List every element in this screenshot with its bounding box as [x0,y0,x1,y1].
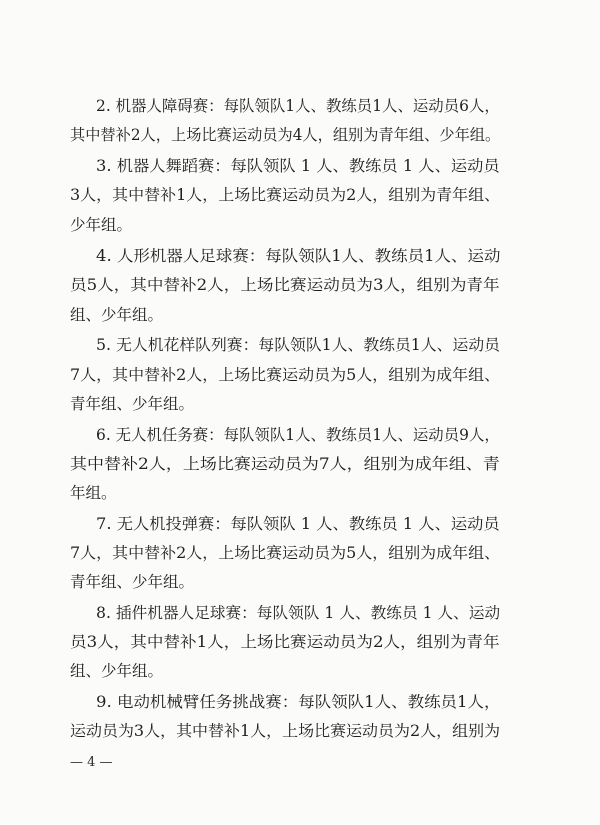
text-line-15: 7. 无人机投弹赛：每队领队 1 人、教练员 1 人、运动员 [96,515,500,533]
text-line-22: 运动员为3人，其中替补1人，上场比赛运动员为2人，组别为 [70,722,501,740]
text-line-19: 员3人，其中替补1人，上场比赛运动员为2人，组别为青年 [70,633,500,651]
text-line-9: 5. 无人机花样队列赛：每队领队1人、教练员1人、运动员 [96,336,500,354]
text-line-6: 4. 人形机器人足球赛：每队领队1人、教练员1人、运动 [96,247,501,265]
text-line-10: 7人，其中替补2人，上场比赛运动员为5人，组别为成年组、 [70,366,501,384]
text-line-1: 2. 机器人障碍赛：每队领队1人、教练员1人、运动员6人， [96,97,500,115]
text-line-20: 组、少年组。 [70,662,164,680]
page-number: — 4 — [70,755,113,770]
text-line-21: 9. 电动机械臂任务挑战赛：每队领队1人、教练员1人， [96,693,501,711]
text-line-14: 年组。 [70,484,117,502]
text-line-17: 青年组、少年组。 [70,573,195,591]
text-line-8: 组、少年组。 [70,306,164,324]
text-line-2: 其中替补2人，上场比赛运动员为4人，组别为青年组、少年组。 [70,126,501,144]
text-line-18: 8. 插件机器人足球赛：每队领队 1 人、教练员 1 人、运动 [96,604,501,622]
text-line-13: 其中替补2人，上场比赛运动员为7人，组别为成年组、青 [70,455,500,473]
text-line-3: 3. 机器人舞蹈赛：每队领队 1 人、教练员 1 人、运动员 [96,157,500,175]
text-line-4: 3人，其中替补1人，上场比赛运动员为2人，组别为青年组、 [70,186,501,204]
text-line-16: 7人，其中替补2人，上场比赛运动员为5人，组别为成年组、 [70,544,501,562]
text-line-12: 6. 无人机任务赛：每队领队1人、教练员1人、运动员9人， [96,426,500,444]
text-line-7: 员5人，其中替补2人，上场比赛运动员为3人，组别为青年 [70,276,500,294]
text-line-11: 青年组、少年组。 [70,395,195,413]
text-line-5: 少年组。 [70,216,133,234]
